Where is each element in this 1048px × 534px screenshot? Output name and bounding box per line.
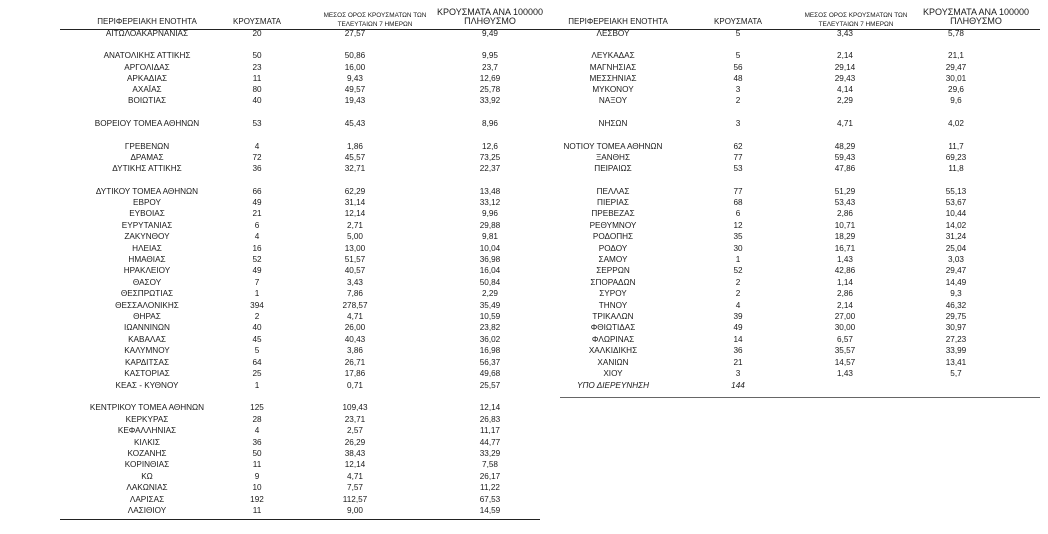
region-name: ΚΟΡΙΝΘΙΑΣ: [124, 460, 170, 469]
per100k-value: 36,02: [479, 335, 501, 344]
cases-value: 2: [735, 96, 741, 105]
region-name: ΚΑΒΑΛΑΣ: [128, 335, 166, 344]
per100k-value: 14,49: [945, 278, 967, 287]
avg-value: 5,00: [347, 232, 363, 241]
cases-value: 40: [252, 323, 262, 332]
avg-value: 1,14: [837, 278, 853, 287]
header-per100k-line1: ΚΡΟΥΣΜΑΤΑ ΑΝΑ 100000: [923, 7, 1029, 17]
per100k-value: 2,29: [482, 289, 498, 298]
cases-value: 5: [735, 51, 741, 60]
cases-value: 68: [733, 198, 743, 207]
cases-value: 1: [254, 289, 260, 298]
region-name: ΠΙΕΡΙΑΣ: [597, 198, 629, 207]
avg-value: 45,57: [344, 153, 366, 162]
per100k-value: 9,3: [950, 289, 962, 298]
cases-value: 62: [733, 142, 743, 151]
per100k-value: 33,29: [479, 449, 501, 458]
region-name: ΕΥΡΥΤΑΝΙΑΣ: [121, 221, 173, 230]
avg-value: 40,57: [344, 266, 366, 275]
cases-value: 50: [252, 449, 262, 458]
region-name: ΣΑΜΟΥ: [598, 255, 628, 264]
per100k-value: 3,03: [948, 255, 964, 264]
cases-value: 2: [254, 312, 260, 321]
region-name: ΤΡΙΚΑΛΩΝ: [592, 312, 634, 321]
avg-value: 23,71: [344, 415, 366, 424]
cases-value: 4: [254, 232, 260, 241]
avg-value: 53,43: [834, 198, 856, 207]
per100k-value: 16,04: [479, 266, 501, 275]
avg-value: 2,14: [837, 301, 853, 310]
avg-value: 31,14: [344, 198, 366, 207]
header-avg-line1: ΜΕΣΟΣ ΟΡΟΣ ΚΡΟΥΣΜΑΤΩΝ ΤΩΝ: [804, 12, 908, 19]
avg-value: 112,57: [342, 495, 368, 504]
region-name: ΑΧΑΪΑΣ: [132, 85, 162, 94]
region-name: ΠΕΛΛΑΣ: [596, 187, 630, 196]
header-avg-right: [800, 11, 912, 29]
cases-value: 53: [252, 119, 262, 128]
region-name: ΦΘΙΩΤΙΔΑΣ: [590, 323, 636, 332]
avg-value: 42,86: [834, 266, 856, 275]
region-name: ΑΝΑΤΟΛΙΚΗΣ ΑΤΤΙΚΗΣ: [103, 51, 191, 60]
cases-value: 49: [733, 323, 743, 332]
region-name: ΑΡΓΟΛΙΔΑΣ: [124, 63, 170, 72]
region-name: ΡΟΔΟΠΗΣ: [592, 232, 634, 241]
per100k-value: 29,6: [948, 85, 964, 94]
region-name: ΙΩΑΝΝΙΝΩΝ: [124, 323, 170, 332]
avg-value: 0,71: [347, 381, 363, 390]
cases-value: 7: [254, 278, 260, 287]
avg-value: 47,86: [834, 164, 856, 173]
cases-value: 3: [735, 369, 741, 378]
cases-value: 6: [735, 209, 741, 218]
per100k-value: 13,48: [479, 187, 501, 196]
region-name: ΘΑΣΟΥ: [132, 278, 162, 287]
avg-value: 18,29: [834, 232, 856, 241]
right-bottom-rule: [560, 397, 1040, 398]
region-name: ΚΑΛΥΜΝΟΥ: [124, 346, 170, 355]
cases-value: 53: [733, 164, 743, 173]
region-name: ΔΥΤΙΚΗΣ ΑΤΤΙΚΗΣ: [112, 164, 182, 173]
avg-value: 2,86: [837, 289, 853, 298]
per100k-value: 8,96: [482, 119, 498, 128]
per100k-value: 5,78: [948, 29, 964, 38]
cases-value: 77: [733, 153, 743, 162]
per100k-value: 31,24: [945, 232, 967, 241]
header-region-left: ΠΕΡΙΦΕΡΕΙΑΚΗ ΕΝΟΤΗΤΑ: [97, 17, 197, 26]
region-name: ΚΕΝΤΡΙΚΟΥ ΤΟΜΕΑ ΑΘΗΝΩΝ: [89, 403, 205, 412]
cases-value: 9: [254, 472, 260, 481]
cases-value: 394: [250, 301, 264, 310]
per100k-value: 11,7: [948, 142, 964, 151]
cases-value: 3: [735, 119, 741, 128]
region-name: ΚΕΦΑΛΛΗΝΙΑΣ: [117, 426, 177, 435]
per100k-value: 10,59: [479, 312, 501, 321]
avg-value: 59,43: [834, 153, 856, 162]
region-name: ΑΡΚΑΔΙΑΣ: [126, 74, 168, 83]
avg-value: 35,57: [834, 346, 856, 355]
header-per100k-line2: ΠΛΗΘΥΣΜΟ: [950, 16, 1002, 26]
cases-value: 36: [252, 438, 262, 447]
region-name: ΖΑΚΥΝΘΟΥ: [124, 232, 170, 241]
avg-value: 2,71: [347, 221, 363, 230]
region-name: ΛΑΡΙΣΑΣ: [129, 495, 165, 504]
cases-value: 30: [733, 244, 743, 253]
per100k-value: 12,14: [479, 403, 501, 412]
per100k-value: 25,57: [479, 381, 501, 390]
per100k-value: 29,88: [479, 221, 501, 230]
cases-value: 36: [733, 346, 743, 355]
cases-value: 21: [252, 209, 262, 218]
avg-value: 3,43: [347, 278, 363, 287]
avg-value: 27,00: [834, 312, 856, 321]
cases-value: 5: [735, 29, 741, 38]
per100k-value: 30,01: [945, 74, 967, 83]
cases-value: 23: [252, 63, 262, 72]
region-name: ΝΗΣΩΝ: [598, 119, 628, 128]
cases-value: 36: [252, 164, 262, 173]
cases-value: 125: [250, 403, 264, 412]
cases-value: 11: [252, 460, 262, 469]
avg-value: 2,29: [837, 96, 853, 105]
avg-value: 9,00: [347, 506, 363, 515]
region-name: ΡΕΘΥΜΝΟΥ: [589, 221, 637, 230]
region-name: ΚΕΑΣ - ΚΥΘΝΟΥ: [115, 381, 179, 390]
cases-value: 64: [252, 358, 262, 367]
per100k-value: 5,7: [950, 369, 962, 378]
per100k-value: 7,58: [482, 460, 498, 469]
cases-value: 1: [735, 255, 741, 264]
avg-value: 29,14: [834, 63, 856, 72]
region-name: ΑΙΤΩΛΟΑΚΑΡΝΑΝΙΑΣ: [105, 29, 189, 38]
cases-value: 4: [254, 426, 260, 435]
header-per100k-left: [430, 8, 550, 26]
per100k-value: 13,41: [945, 358, 967, 367]
avg-value: 278,57: [342, 301, 368, 310]
per100k-value: 16,98: [479, 346, 501, 355]
avg-value: 7,57: [347, 483, 363, 492]
per100k-value: 50,84: [479, 278, 501, 287]
per100k-value: 25,78: [479, 85, 501, 94]
per100k-value: 26,17: [479, 472, 501, 481]
avg-value: 32,71: [344, 164, 366, 173]
region-name: ΕΒΡΟΥ: [133, 198, 161, 207]
cases-value: 12: [733, 221, 743, 230]
avg-value: 27,57: [344, 29, 366, 38]
cases-value: 49: [252, 266, 262, 275]
avg-value: 29,43: [834, 74, 856, 83]
avg-value: 12,14: [344, 209, 366, 218]
per100k-value: 10,04: [479, 244, 501, 253]
per100k-value: 49,68: [479, 369, 501, 378]
per100k-value: 33,99: [945, 346, 967, 355]
per100k-value: 4,02: [948, 119, 964, 128]
per100k-value: 12,6: [482, 142, 498, 151]
avg-value: 49,57: [344, 85, 366, 94]
avg-value: 2,86: [837, 209, 853, 218]
avg-value: 4,14: [837, 85, 853, 94]
header-per100k-right: [916, 8, 1036, 26]
cases-value: 45: [252, 335, 262, 344]
per100k-value: 44,77: [479, 438, 501, 447]
per100k-value: 9,49: [482, 29, 498, 38]
region-name: ΓΡΕΒΕΝΩΝ: [124, 142, 170, 151]
cases-value: 4: [254, 142, 260, 151]
header-region-right: ΠΕΡΙΦΕΡΕΙΑΚΗ ΕΝΟΤΗΤΑ: [568, 17, 668, 26]
per100k-value: 21,1: [948, 51, 964, 60]
cases-value: 25: [252, 369, 262, 378]
region-name: ΘΗΡΑΣ: [133, 312, 161, 321]
region-name: ΧΙΟΥ: [603, 369, 623, 378]
cases-value: 52: [252, 255, 262, 264]
region-name: ΚΑΡΔΙΤΣΑΣ: [124, 358, 170, 367]
per100k-value: 12,69: [479, 74, 501, 83]
avg-value: 109,43: [342, 403, 368, 412]
cases-value: 72: [252, 153, 262, 162]
header-avg-left: [310, 11, 440, 29]
region-name: ΛΑΣΙΘΙΟΥ: [127, 506, 167, 515]
per100k-value: 14,02: [945, 221, 967, 230]
avg-value: 16,71: [834, 244, 856, 253]
avg-value: 3,43: [837, 29, 853, 38]
per100k-value: 14,59: [479, 506, 501, 515]
region-name: ΚΩ: [141, 472, 153, 481]
per100k-value: 33,92: [479, 96, 501, 105]
per100k-value: 46,32: [945, 301, 967, 310]
per100k-value: 9,96: [482, 209, 498, 218]
cases-value: 4: [735, 301, 741, 310]
region-name: ΝΑΞΟΥ: [598, 96, 628, 105]
avg-value: 62,29: [344, 187, 366, 196]
cases-value: 48: [733, 74, 743, 83]
region-name: ΚΟΖΑΝΗΣ: [127, 449, 167, 458]
per100k-value: 23,82: [479, 323, 501, 332]
avg-value: 1,43: [837, 369, 853, 378]
per100k-value: 67,53: [479, 495, 501, 504]
cases-value: 1: [254, 381, 260, 390]
region-name: ΛΕΣΒΟΥ: [596, 29, 630, 38]
avg-value: 1,86: [347, 142, 363, 151]
cases-value: 52: [733, 266, 743, 275]
cases-value: 16: [252, 244, 262, 253]
cases-value: 56: [733, 63, 743, 72]
avg-value: 4,71: [347, 312, 363, 321]
cases-value: 35: [733, 232, 743, 241]
cases-value: 11: [252, 506, 262, 515]
avg-value: 7,86: [347, 289, 363, 298]
header-per100k-line1: ΚΡΟΥΣΜΑΤΑ ΑΝΑ 100000: [437, 7, 543, 17]
region-name: ΝΟΤΙΟΥ ΤΟΜΕΑ ΑΘΗΝΩΝ: [563, 142, 663, 151]
per100k-value: 33,12: [479, 198, 501, 207]
per100k-value: 69,23: [945, 153, 967, 162]
region-name: ΧΑΝΙΩΝ: [597, 358, 629, 367]
avg-value: 14,57: [834, 358, 856, 367]
cases-value: 21: [733, 358, 743, 367]
cases-value: 49: [252, 198, 262, 207]
region-name: ΘΕΣΣΑΛΟΝΙΚΗΣ: [115, 301, 179, 310]
avg-value: 45,43: [344, 119, 366, 128]
per100k-value: 22,37: [479, 164, 501, 173]
region-name: ΜΥΚΟΝΟΥ: [592, 85, 634, 94]
region-name: ΒΟΙΩΤΙΑΣ: [127, 96, 167, 105]
per100k-value: 36,98: [479, 255, 501, 264]
per100k-value: 11,22: [480, 483, 500, 492]
avg-value: 26,00: [344, 323, 366, 332]
per100k-value: 53,67: [945, 198, 967, 207]
per100k-value: 29,47: [945, 63, 967, 72]
avg-value: 26,71: [344, 358, 366, 367]
region-name: ΥΠΟ ΔΙΕΡΕΥΝΗΣΗ: [577, 381, 649, 390]
region-name: ΔΡΑΜΑΣ: [130, 153, 164, 162]
region-name: ΗΛΕΙΑΣ: [132, 244, 162, 253]
per100k-value: 11,17: [480, 426, 500, 435]
avg-value: 3,86: [347, 346, 363, 355]
region-name: ΚΑΣΤΟΡΙΑΣ: [124, 369, 170, 378]
region-name: ΔΥΤΙΚΟΥ ΤΟΜΕΑ ΑΘΗΝΩΝ: [95, 187, 199, 196]
region-name: ΚΙΛΚΙΣ: [133, 438, 160, 447]
region-name: ΚΕΡΚΥΡΑΣ: [125, 415, 169, 424]
per100k-value: 9,81: [482, 232, 498, 241]
cases-value: 144: [731, 381, 745, 390]
avg-value: 1,43: [837, 255, 853, 264]
region-name: ΡΟΔΟΥ: [598, 244, 628, 253]
per100k-value: 27,23: [945, 335, 967, 344]
cases-value: 50: [252, 51, 262, 60]
cases-value: 28: [252, 415, 262, 424]
avg-value: 4,71: [347, 472, 363, 481]
per100k-value: 73,25: [479, 153, 501, 162]
region-name: ΘΕΣΠΡΩΤΙΑΣ: [120, 289, 174, 298]
region-name: ΗΡΑΚΛΕΙΟΥ: [123, 266, 171, 275]
avg-value: 51,29: [834, 187, 856, 196]
region-name: ΣΠΟΡΑΔΩΝ: [590, 278, 636, 287]
cases-value: 192: [250, 495, 264, 504]
region-name: ΜΕΣΣΗΝΙΑΣ: [589, 74, 637, 83]
per100k-value: 35,49: [479, 301, 501, 310]
cases-value: 5: [254, 346, 260, 355]
avg-value: 30,00: [834, 323, 856, 332]
region-name: ΒΟΡΕΙΟΥ ΤΟΜΕΑ ΑΘΗΝΩΝ: [94, 119, 200, 128]
avg-value: 6,57: [837, 335, 853, 344]
cases-value: 77: [733, 187, 743, 196]
avg-value: 38,43: [344, 449, 366, 458]
region-name: ΧΑΛΚΙΔΙΚΗΣ: [588, 346, 638, 355]
avg-value: 12,14: [344, 460, 366, 469]
left-bottom-rule: [60, 519, 540, 520]
per100k-value: 23,7: [482, 63, 498, 72]
avg-value: 40,43: [344, 335, 366, 344]
region-name: ΜΑΓΝΗΣΙΑΣ: [589, 63, 637, 72]
cases-value: 3: [735, 85, 741, 94]
per100k-value: 9,6: [950, 96, 962, 105]
avg-value: 17,86: [344, 369, 366, 378]
header-per100k-line2: ΠΛΗΘΥΣΜΟ: [464, 16, 516, 26]
region-name: ΤΗΝΟΥ: [598, 301, 628, 310]
cases-value: 40: [252, 96, 262, 105]
avg-value: 19,43: [344, 96, 366, 105]
per100k-value: 9,95: [482, 51, 498, 60]
cases-value: 14: [733, 335, 743, 344]
per100k-value: 55,13: [945, 187, 967, 196]
region-name: ΞΑΝΘΗΣ: [595, 153, 631, 162]
region-name: ΛΑΚΩΝΙΑΣ: [126, 483, 168, 492]
per100k-value: 29,75: [945, 312, 967, 321]
per100k-value: 30,97: [945, 323, 967, 332]
avg-value: 51,57: [344, 255, 366, 264]
avg-value: 4,71: [837, 119, 853, 128]
per100k-value: 25,04: [945, 244, 967, 253]
per100k-value: 26,83: [479, 415, 501, 424]
header-avg-line2: ΤΕΛΕΥΤΑΙΩΝ 7 ΗΜΕΡΩΝ: [337, 21, 413, 28]
avg-value: 16,00: [344, 63, 366, 72]
avg-value: 13,00: [344, 244, 366, 253]
region-name: ΦΛΩΡΙΝΑΣ: [591, 335, 635, 344]
region-name: ΕΥΒΟΙΑΣ: [129, 209, 165, 218]
header-cases-left: ΚΡΟΥΣΜΑΤΑ: [233, 17, 281, 26]
cases-value: 20: [252, 29, 262, 38]
cases-value: 6: [254, 221, 260, 230]
header-cases-right: ΚΡΟΥΣΜΑΤΑ: [714, 17, 762, 26]
cases-value: 66: [252, 187, 262, 196]
per100k-value: 29,47: [945, 266, 967, 275]
cases-value: 2: [735, 278, 741, 287]
avg-value: 2,57: [347, 426, 363, 435]
avg-value: 26,29: [344, 438, 366, 447]
region-name: ΠΕΙΡΑΙΩΣ: [594, 164, 632, 173]
region-name: ΣΥΡΟΥ: [599, 289, 627, 298]
region-name: ΗΜΑΘΙΑΣ: [128, 255, 166, 264]
per100k-value: 11,8: [948, 164, 964, 173]
avg-value: 48,29: [834, 142, 856, 151]
per100k-value: 10,44: [945, 209, 967, 218]
region-name: ΛΕΥΚΑΔΑΣ: [591, 51, 635, 60]
header-avg-line2: ΤΕΛΕΥΤΑΙΩΝ 7 ΗΜΕΡΩΝ: [818, 21, 894, 28]
avg-value: 10,71: [834, 221, 856, 230]
per100k-value: 56,37: [479, 358, 501, 367]
avg-value: 2,14: [837, 51, 853, 60]
cases-value: 11: [252, 74, 262, 83]
header-avg-line1: ΜΕΣΟΣ ΟΡΟΣ ΚΡΟΥΣΜΑΤΩΝ ΤΩΝ: [323, 12, 427, 19]
cases-value: 10: [252, 483, 262, 492]
region-name: ΠΡΕΒΕΖΑΣ: [591, 209, 635, 218]
cases-value: 80: [252, 85, 262, 94]
avg-value: 9,43: [347, 74, 363, 83]
region-name: ΣΕΡΡΩΝ: [596, 266, 630, 275]
cases-value: 39: [733, 312, 743, 321]
avg-value: 50,86: [344, 51, 366, 60]
cases-value: 2: [735, 289, 741, 298]
